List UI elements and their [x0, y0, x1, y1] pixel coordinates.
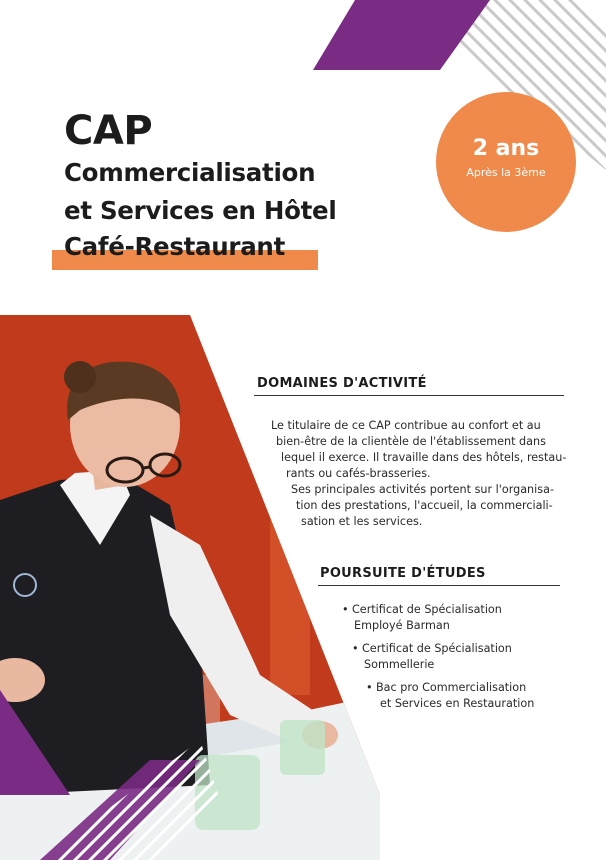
list-item [352, 641, 512, 657]
domaines-line-5: Ses principales activités portent sur l'organisa- [291, 483, 554, 496]
bottom-decoration [0, 650, 240, 860]
poursuite-item-2-line-2: Sommellerie [364, 658, 435, 671]
title-line-2: et Services en Hôtel [64, 196, 337, 225]
domaines-line-7: sation et les services. [301, 515, 423, 528]
domaines-heading: DOMAINES D'ACTIVITÉ [257, 376, 427, 391]
poursuite-rule [318, 585, 560, 586]
domaines-line-4: rants ou cafés-brasseries. [286, 467, 431, 480]
bullet-marker: • [366, 681, 373, 694]
bullet-marker: • [352, 642, 359, 655]
poursuite-heading: POURSUITE D'ÉTUDES [320, 566, 486, 581]
badge-subtitle: Après la 3ème [466, 166, 546, 179]
title-line-1: Commercialisation [64, 158, 316, 187]
poursuite-item-1-line-1: Certificat de Spécialisation [352, 603, 502, 616]
poursuite-item-2-line-1: Certificat de Spécialisation [362, 642, 512, 655]
domaines-line-2: bien-être de la clientèle de l'établissement dans [276, 435, 546, 448]
list-item [342, 602, 502, 618]
duration-badge [436, 92, 576, 232]
bottom-purple-triangle [0, 690, 70, 795]
badge-duration: 2 ans [472, 136, 540, 161]
list-item [366, 680, 526, 696]
title-line-3: Café-Restaurant [64, 232, 285, 261]
top-purple-triangle [313, 0, 490, 70]
domaines-line-1: Le titulaire de ce CAP contribue au confort et au [271, 419, 541, 432]
domaines-line-6: tion des prestations, l'accueil, la commerciali- [296, 499, 553, 512]
title-cap: CAP [64, 108, 153, 154]
poursuite-item-3-line-1: Bac pro Commercialisation [376, 681, 527, 694]
poursuite-item-3-line-2: et Services en Restauration [380, 697, 535, 710]
bullet-marker: • [342, 603, 349, 616]
poursuite-item-1-line-2: Employé Barman [354, 619, 450, 632]
domaines-line-3: lequel il exerce. Il travaille dans des hôtels, restau- [281, 451, 567, 464]
domaines-rule [254, 395, 564, 396]
